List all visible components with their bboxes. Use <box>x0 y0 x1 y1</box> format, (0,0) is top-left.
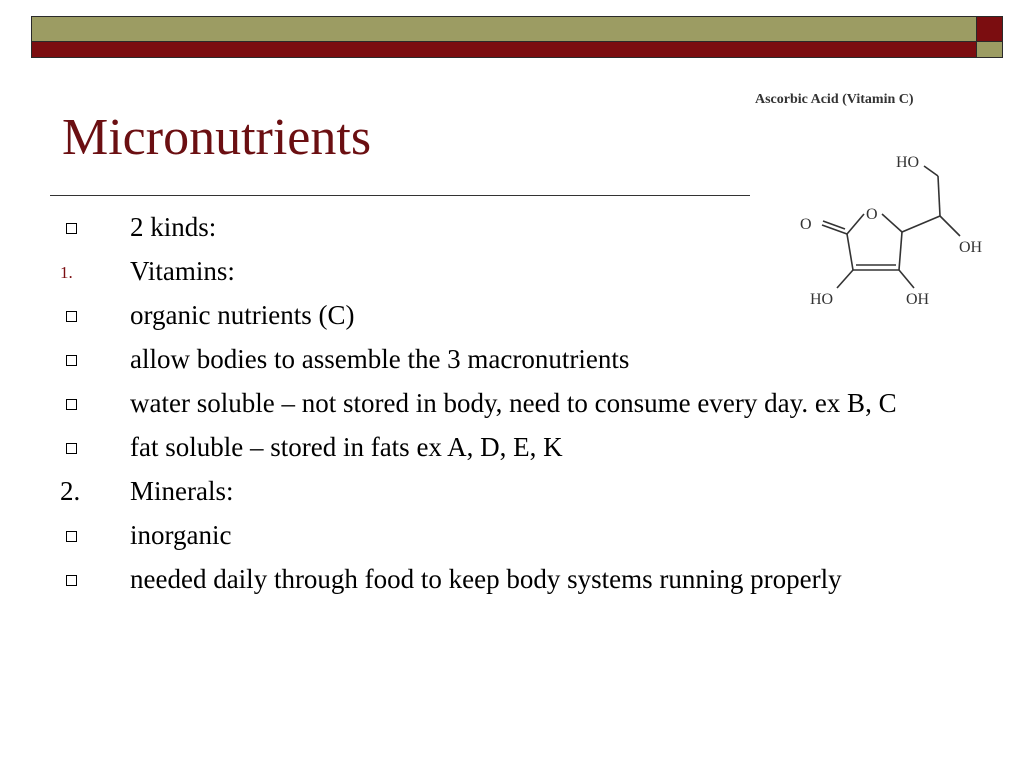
square-bullet-icon <box>60 298 120 332</box>
atom-label-oh-side: OH <box>959 239 983 256</box>
banner-corner-maroon <box>977 16 1003 42</box>
atom-label-oh-bottom: OH <box>906 291 930 308</box>
list-item-text: Minerals: <box>130 476 234 506</box>
list-number: 1. <box>60 263 73 282</box>
list-item <box>60 518 960 552</box>
list-number: 2. <box>60 476 81 506</box>
atom-label-ho-top: HO <box>896 154 920 171</box>
list-item <box>60 210 960 244</box>
bond-c6-oh <box>924 166 938 176</box>
list-item <box>60 386 960 420</box>
list-item <box>60 342 960 376</box>
list-item-text: 2 kinds: <box>130 212 217 242</box>
list-item-text: organic nutrients (C) <box>130 300 355 330</box>
square-bullet-icon <box>60 210 120 244</box>
list-item-text: Vitamins: <box>130 256 235 286</box>
square-bullet-icon <box>60 562 120 596</box>
list-item-text: inorganic <box>130 520 232 550</box>
square-bullet-icon <box>60 518 120 552</box>
slide-title: Micronutrients <box>62 109 372 166</box>
figure-caption: Ascorbic Acid (Vitamin C) <box>755 92 914 107</box>
list-item <box>60 474 960 508</box>
list-item <box>60 298 960 332</box>
square-bullet-icon <box>60 430 120 464</box>
list-item <box>60 562 960 596</box>
atom-label-o-carbonyl: O <box>800 216 812 233</box>
list-item-text: water soluble – not stored in body, need to consume every day. ex B, C <box>130 388 897 418</box>
list-item <box>60 254 960 288</box>
atom-label-ho-bottom: HO <box>810 291 834 308</box>
list-item <box>60 430 960 464</box>
banner-corner-olive <box>977 42 1003 58</box>
banner-olive-stripe <box>31 16 977 42</box>
bullet-list <box>60 210 960 606</box>
square-bullet-icon <box>60 342 120 376</box>
atom-label-o-ring: O <box>866 206 878 223</box>
banner-maroon-stripe <box>31 42 977 58</box>
list-item-text: allow bodies to assemble the 3 macronutrients <box>130 344 630 374</box>
list-item-text: needed daily through food to keep body systems running properly <box>130 564 842 594</box>
square-bullet-icon <box>60 386 120 420</box>
list-item-text: fat soluble – stored in fats ex A, D, E, K <box>130 432 563 462</box>
title-divider <box>50 195 750 196</box>
top-banner <box>31 16 1003 58</box>
